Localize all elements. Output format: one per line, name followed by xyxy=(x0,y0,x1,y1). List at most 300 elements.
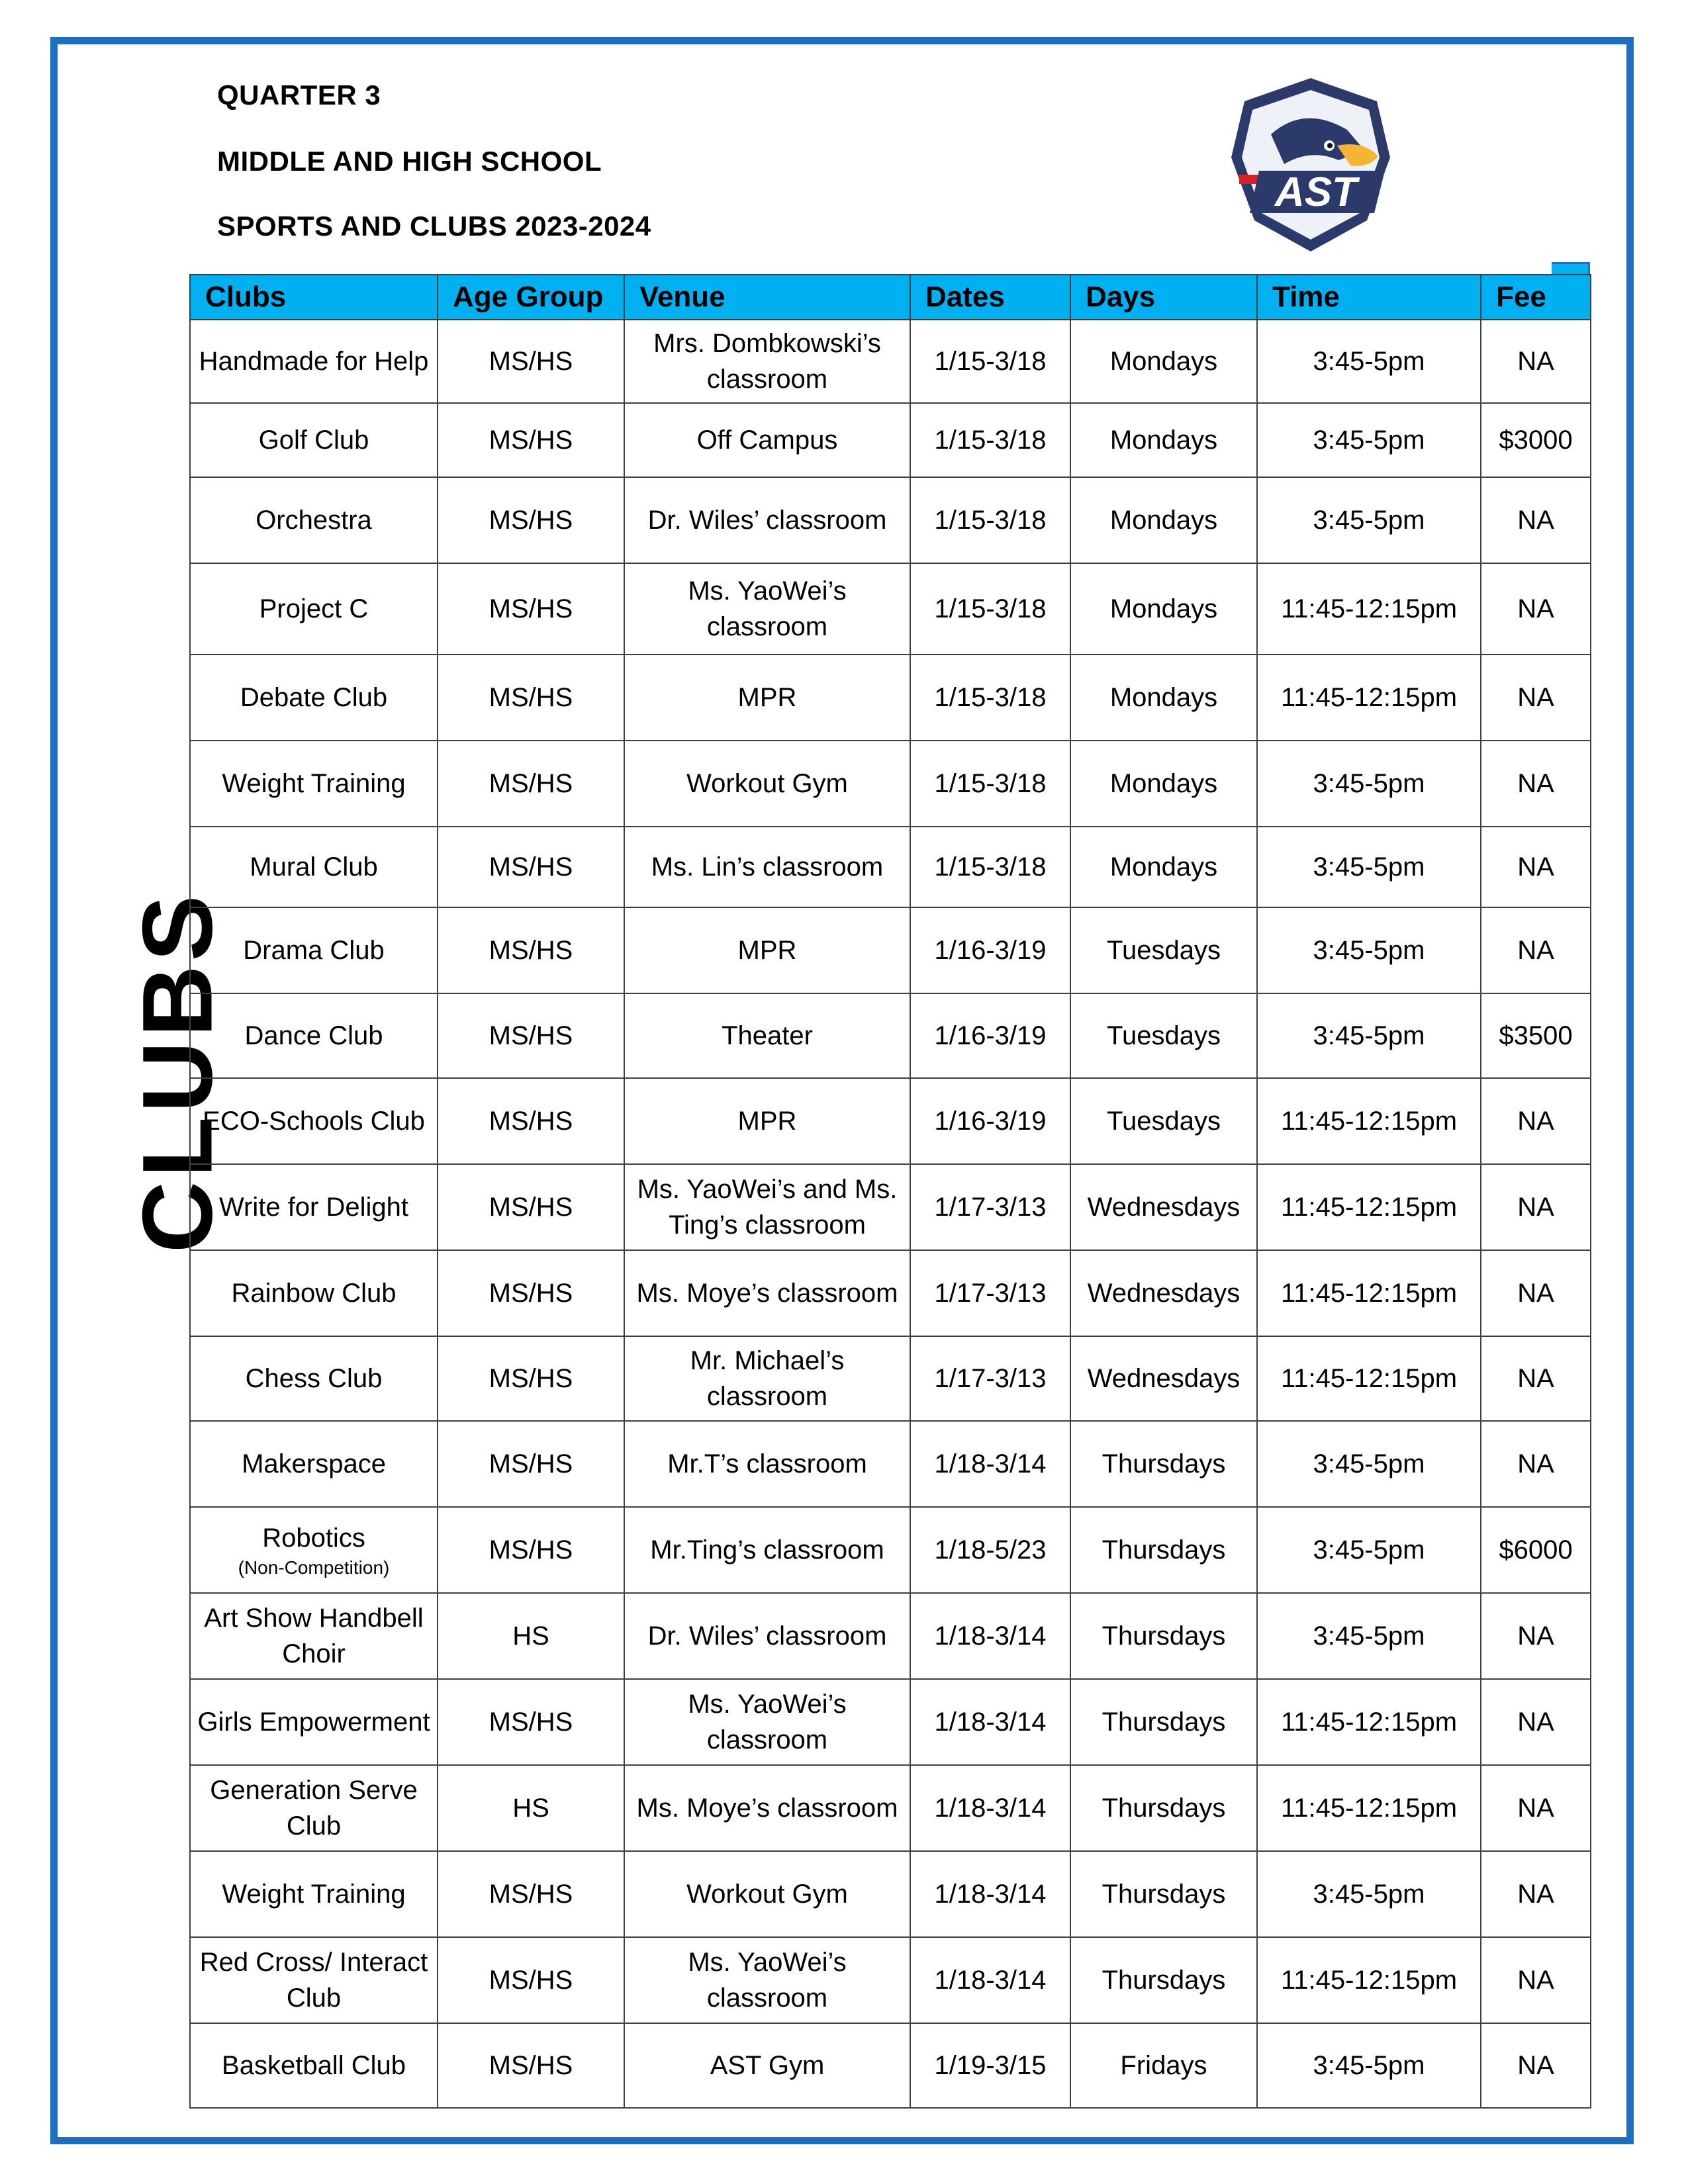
age-group-cell-text: MS/HS xyxy=(489,1364,573,1393)
dates-cell xyxy=(910,1937,1070,2023)
days-cell xyxy=(1070,741,1257,827)
fee-cell xyxy=(1481,1765,1591,1851)
age-group-cell-text: MS/HS xyxy=(489,936,573,965)
club-name-cell xyxy=(190,1336,438,1421)
column-header-fee: Fee xyxy=(1481,275,1591,320)
fee-cell xyxy=(1481,1421,1591,1507)
venue-cell xyxy=(624,1078,910,1164)
venue-cell-text: AST Gym xyxy=(710,2051,825,2080)
dates-cell-text: 1/18-5/23 xyxy=(934,1535,1047,1565)
time-cell xyxy=(1257,741,1481,827)
days-cell-text: Thursdays xyxy=(1102,1535,1226,1565)
venue-cell xyxy=(624,1164,910,1250)
club-name-cell xyxy=(190,1078,438,1164)
days-cell xyxy=(1070,2023,1257,2108)
age-group-cell xyxy=(438,1250,624,1336)
age-group-cell-text: MS/HS xyxy=(489,683,573,712)
time-cell-text: 3:45-5pm xyxy=(1313,1021,1425,1050)
table-row xyxy=(190,741,1591,827)
age-group-cell-text: MS/HS xyxy=(489,1535,573,1565)
time-cell-text: 3:45-5pm xyxy=(1313,1880,1425,1909)
age-group-cell xyxy=(438,563,624,655)
days-cell xyxy=(1070,993,1257,1078)
age-group-cell xyxy=(438,320,624,403)
fee-cell-text: $3500 xyxy=(1499,1021,1573,1050)
venue-cell xyxy=(624,1765,910,1851)
age-group-cell-text: MS/HS xyxy=(489,594,573,623)
time-cell-text: 11:45-12:15pm xyxy=(1280,1107,1458,1136)
table-row xyxy=(190,1078,1591,1164)
club-name-cell-text: Generation Serve Club xyxy=(210,1776,418,1841)
table-row xyxy=(190,993,1591,1078)
fee-cell xyxy=(1481,1507,1591,1593)
age-group-cell xyxy=(438,655,624,741)
quarter-heading: QUARTER 3 xyxy=(217,79,381,111)
days-cell-text: Wednesdays xyxy=(1087,1279,1241,1308)
age-group-cell-text: MS/HS xyxy=(489,1707,573,1737)
days-cell xyxy=(1070,320,1257,403)
days-cell xyxy=(1070,477,1257,563)
venue-cell-text: Ms. Moye’s classroom xyxy=(636,1794,898,1823)
fee-cell xyxy=(1481,1593,1591,1679)
time-cell-text: 3:45-5pm xyxy=(1313,426,1425,455)
dates-cell xyxy=(910,1679,1070,1765)
club-name-cell-text: Girls Empowerment xyxy=(197,1707,430,1737)
venue-cell xyxy=(624,1937,910,2023)
dates-cell-text: 1/15-3/18 xyxy=(934,594,1047,623)
age-group-cell-text: MS/HS xyxy=(489,852,573,882)
time-cell xyxy=(1257,655,1481,741)
school-level-heading: MIDDLE AND HIGH SCHOOL xyxy=(217,146,602,177)
days-cell-text: Thursdays xyxy=(1102,1880,1226,1909)
dates-cell xyxy=(910,1336,1070,1421)
dates-cell xyxy=(910,1507,1070,1593)
dates-cell-text: 1/15-3/18 xyxy=(934,683,1047,712)
days-cell xyxy=(1070,655,1257,741)
days-cell-text: Thursdays xyxy=(1102,1621,1226,1651)
table-row xyxy=(190,1250,1591,1336)
fee-cell xyxy=(1481,1336,1591,1421)
fee-cell-text: NA xyxy=(1517,1279,1554,1308)
age-group-cell xyxy=(438,1336,624,1421)
venue-cell xyxy=(624,993,910,1078)
venue-cell xyxy=(624,827,910,907)
dates-cell xyxy=(910,827,1070,907)
table-row xyxy=(190,1164,1591,1250)
dates-cell-text: 1/15-3/18 xyxy=(934,426,1047,455)
age-group-cell-text: MS/HS xyxy=(489,2051,573,2080)
dates-cell xyxy=(910,563,1070,655)
age-group-cell-text: MS/HS xyxy=(489,1021,573,1050)
eagle-mascot-icon xyxy=(1211,71,1410,258)
venue-cell xyxy=(624,907,910,993)
club-name-cell xyxy=(190,1164,438,1250)
time-cell-text: 11:45-12:15pm xyxy=(1280,1193,1458,1222)
age-group-cell-text: MS/HS xyxy=(489,1107,573,1136)
venue-cell-text: Mr.T’s classroom xyxy=(667,1449,867,1479)
club-name-cell xyxy=(190,320,438,403)
days-cell-text: Mondays xyxy=(1109,347,1218,376)
days-cell-text: Mondays xyxy=(1109,683,1218,712)
table-row xyxy=(190,403,1591,477)
column-header-age-group: Age Group xyxy=(438,275,624,320)
club-name-cell-text: Orchestra xyxy=(256,506,372,535)
club-name-cell-text: Debate Club xyxy=(240,683,388,712)
dates-cell-text: 1/15-3/18 xyxy=(934,769,1047,798)
club-name-cell xyxy=(190,1765,438,1851)
days-cell-text: Tuesdays xyxy=(1107,1021,1221,1050)
header-corner-mark xyxy=(1552,262,1590,275)
time-cell-text: 3:45-5pm xyxy=(1313,2051,1425,2080)
venue-cell-text: Ms. Moye’s classroom xyxy=(636,1279,898,1308)
dates-cell xyxy=(910,1765,1070,1851)
venue-cell-text: MPR xyxy=(737,936,797,965)
fee-cell-text: NA xyxy=(1517,347,1554,376)
time-cell xyxy=(1257,1851,1481,1937)
venue-cell-text: Mrs. Dombkowski’s classroom xyxy=(653,329,881,394)
dates-cell-text: 1/16-3/19 xyxy=(934,936,1047,965)
age-group-cell xyxy=(438,741,624,827)
age-group-cell-text: MS/HS xyxy=(489,347,573,376)
time-cell xyxy=(1257,563,1481,655)
time-cell-text: 3:45-5pm xyxy=(1313,936,1425,965)
days-cell xyxy=(1070,403,1257,477)
club-name-cell xyxy=(190,477,438,563)
table-row xyxy=(190,1851,1591,1937)
fee-cell xyxy=(1481,477,1591,563)
table-row xyxy=(190,1421,1591,1507)
age-group-cell xyxy=(438,403,624,477)
club-name-cell xyxy=(190,655,438,741)
venue-cell-text: Ms. YaoWei’s and Ms. Ting’s classroom xyxy=(637,1175,898,1240)
days-cell-text: Tuesdays xyxy=(1107,936,1221,965)
time-cell-text: 11:45-12:15pm xyxy=(1280,683,1458,712)
time-cell-text: 3:45-5pm xyxy=(1313,1535,1425,1565)
time-cell-text: 3:45-5pm xyxy=(1313,852,1425,882)
fee-cell xyxy=(1481,1937,1591,2023)
fee-cell-text: NA xyxy=(1517,1364,1554,1393)
venue-cell-text: Ms. YaoWei’s classroom xyxy=(688,1948,847,2013)
club-name-cell-text: Write for Delight xyxy=(218,1193,408,1222)
time-cell xyxy=(1257,1250,1481,1336)
venue-cell xyxy=(624,1421,910,1507)
time-cell xyxy=(1257,477,1481,563)
age-group-cell-text: MS/HS xyxy=(489,1880,573,1909)
dates-cell xyxy=(910,1593,1070,1679)
age-group-cell xyxy=(438,1679,624,1765)
time-cell xyxy=(1257,2023,1481,2108)
dates-cell xyxy=(910,741,1070,827)
table-row xyxy=(190,907,1591,993)
venue-cell-text: Workout Gym xyxy=(686,769,848,798)
fee-cell-text: NA xyxy=(1517,594,1554,623)
table-row xyxy=(190,1593,1591,1679)
dates-cell-text: 1/17-3/13 xyxy=(934,1193,1047,1222)
club-name-cell-text: Weight Training xyxy=(222,769,406,798)
club-name-cell xyxy=(190,1507,438,1593)
table-row xyxy=(190,1937,1591,2023)
days-cell xyxy=(1070,1507,1257,1593)
time-cell-text: 11:45-12:15pm xyxy=(1280,594,1458,623)
table-row xyxy=(190,1679,1591,1765)
program-title-heading: SPORTS AND CLUBS 2023-2024 xyxy=(217,210,651,242)
logo-wordmark: AST xyxy=(1275,169,1357,215)
days-cell xyxy=(1070,1164,1257,1250)
time-cell xyxy=(1257,403,1481,477)
venue-cell xyxy=(624,1336,910,1421)
club-name-cell xyxy=(190,403,438,477)
fee-cell-text: NA xyxy=(1517,1880,1554,1909)
club-name-cell xyxy=(190,827,438,907)
age-group-cell-text: MS/HS xyxy=(489,1193,573,1222)
fee-cell xyxy=(1481,655,1591,741)
club-name-cell-text: Art Show Handbell Choir xyxy=(204,1604,424,1668)
club-name-cell-text: Rainbow Club xyxy=(231,1279,397,1308)
time-cell xyxy=(1257,1937,1481,2023)
age-group-cell-text: MS/HS xyxy=(489,1966,573,1995)
dates-cell-text: 1/15-3/18 xyxy=(934,347,1047,376)
time-cell-text: 3:45-5pm xyxy=(1313,769,1425,798)
dates-cell-text: 1/18-3/14 xyxy=(934,1449,1047,1479)
venue-cell xyxy=(624,1507,910,1593)
time-cell-text: 3:45-5pm xyxy=(1313,506,1425,535)
fee-cell-text: NA xyxy=(1517,1707,1554,1737)
venue-cell-text: Dr. Wiles’ classroom xyxy=(647,506,887,535)
time-cell xyxy=(1257,1164,1481,1250)
venue-cell-text: Dr. Wiles’ classroom xyxy=(647,1621,887,1651)
venue-cell xyxy=(624,1679,910,1765)
time-cell xyxy=(1257,1593,1481,1679)
dates-cell-text: 1/16-3/19 xyxy=(934,1021,1047,1050)
club-name-cell xyxy=(190,741,438,827)
club-name-cell-text: Golf Club xyxy=(258,426,369,455)
time-cell-text: 11:45-12:15pm xyxy=(1280,1364,1458,1393)
fee-cell xyxy=(1481,741,1591,827)
dates-cell xyxy=(910,2023,1070,2108)
club-name-cell-text: Weight Training xyxy=(222,1880,406,1909)
age-group-cell xyxy=(438,1078,624,1164)
venue-cell xyxy=(624,320,910,403)
table-row xyxy=(190,655,1591,741)
venue-cell xyxy=(624,1593,910,1679)
days-cell-text: Thursdays xyxy=(1102,1966,1226,1995)
dates-cell xyxy=(910,403,1070,477)
fee-cell xyxy=(1481,1851,1591,1937)
fee-cell-text: NA xyxy=(1517,769,1554,798)
days-cell xyxy=(1070,1593,1257,1679)
age-group-cell-text: MS/HS xyxy=(489,769,573,798)
club-name-cell xyxy=(190,1851,438,1937)
venue-cell xyxy=(624,563,910,655)
venue-cell-text: Mr.Ting’s classroom xyxy=(650,1535,884,1565)
fee-cell-text: NA xyxy=(1517,683,1554,712)
days-cell xyxy=(1070,1937,1257,2023)
dates-cell xyxy=(910,1250,1070,1336)
fee-cell-text: $6000 xyxy=(1499,1535,1573,1565)
fee-cell-text: NA xyxy=(1517,936,1554,965)
time-cell xyxy=(1257,1507,1481,1593)
dates-cell xyxy=(910,907,1070,993)
fee-cell-text: $3000 xyxy=(1499,426,1573,455)
table-row xyxy=(190,1765,1591,1851)
dates-cell-text: 1/17-3/13 xyxy=(934,1364,1047,1393)
time-cell xyxy=(1257,907,1481,993)
days-cell-text: Tuesdays xyxy=(1107,1107,1221,1136)
club-name-cell-text: Makerspace xyxy=(242,1449,386,1479)
club-name-cell xyxy=(190,1421,438,1507)
time-cell xyxy=(1257,1078,1481,1164)
age-group-cell xyxy=(438,1421,624,1507)
fee-cell xyxy=(1481,563,1591,655)
fee-cell xyxy=(1481,1078,1591,1164)
venue-cell-text: Ms. YaoWei’s classroom xyxy=(688,576,847,641)
club-name-cell-text: Mural Club xyxy=(250,852,378,882)
days-cell xyxy=(1070,1851,1257,1937)
venue-cell-text: MPR xyxy=(737,1107,797,1136)
dates-cell xyxy=(910,1421,1070,1507)
days-cell-text: Mondays xyxy=(1109,506,1218,535)
days-cell xyxy=(1070,1336,1257,1421)
days-cell xyxy=(1070,1765,1257,1851)
club-name-cell-text: Dance Club xyxy=(244,1021,383,1050)
venue-cell-text: Theater xyxy=(722,1021,813,1050)
dates-cell-text: 1/18-3/14 xyxy=(934,1966,1047,1995)
time-cell-text: 11:45-12:15pm xyxy=(1280,1794,1458,1823)
age-group-cell xyxy=(438,827,624,907)
dates-cell xyxy=(910,1851,1070,1937)
venue-cell-text: Off Campus xyxy=(696,426,838,455)
days-cell-text: Wednesdays xyxy=(1087,1193,1241,1222)
column-header-days: Days xyxy=(1070,275,1257,320)
venue-cell xyxy=(624,2023,910,2108)
age-group-cell xyxy=(438,1507,624,1593)
dates-cell xyxy=(910,655,1070,741)
days-cell xyxy=(1070,907,1257,993)
days-cell xyxy=(1070,1078,1257,1164)
days-cell xyxy=(1070,1679,1257,1765)
time-cell xyxy=(1257,827,1481,907)
dates-cell xyxy=(910,1078,1070,1164)
fee-cell-text: NA xyxy=(1517,506,1554,535)
club-name-cell-text: Handmade for Help xyxy=(199,347,429,376)
venue-cell-text: Mr. Michael’s classroom xyxy=(690,1346,845,1411)
dates-cell xyxy=(910,477,1070,563)
table-row xyxy=(190,1507,1591,1593)
venue-cell xyxy=(624,741,910,827)
dates-cell-text: 1/16-3/19 xyxy=(934,1107,1047,1136)
club-name-cell xyxy=(190,907,438,993)
dates-cell xyxy=(910,1164,1070,1250)
fee-cell xyxy=(1481,907,1591,993)
days-cell-text: Wednesdays xyxy=(1087,1364,1241,1393)
age-group-cell-text: HS xyxy=(512,1794,549,1823)
days-cell-text: Mondays xyxy=(1109,594,1218,623)
club-name-cell xyxy=(190,1937,438,2023)
age-group-cell xyxy=(438,1937,624,2023)
time-cell xyxy=(1257,1765,1481,1851)
club-name-cell-text: Project C xyxy=(259,594,369,623)
time-cell xyxy=(1257,1336,1481,1421)
time-cell-text: 11:45-12:15pm xyxy=(1280,1966,1458,1995)
dates-cell xyxy=(910,320,1070,403)
club-name-cell xyxy=(190,1593,438,1679)
dates-cell-text: 1/18-3/14 xyxy=(934,1794,1047,1823)
venue-cell-text: MPR xyxy=(737,683,797,712)
time-cell xyxy=(1257,1679,1481,1765)
venue-cell-text: Ms. Lin’s classroom xyxy=(651,852,884,882)
days-cell xyxy=(1070,1421,1257,1507)
age-group-cell xyxy=(438,993,624,1078)
club-name-cell xyxy=(190,563,438,655)
fee-cell xyxy=(1481,1164,1591,1250)
club-name-cell xyxy=(190,1250,438,1336)
fee-cell-text: NA xyxy=(1517,1193,1554,1222)
fee-cell xyxy=(1481,403,1591,477)
fee-cell xyxy=(1481,827,1591,907)
column-header-time: Time xyxy=(1257,275,1481,320)
days-cell xyxy=(1070,563,1257,655)
club-name-cell-text: Chess Club xyxy=(245,1364,383,1393)
time-cell-text: 11:45-12:15pm xyxy=(1280,1707,1458,1737)
time-cell xyxy=(1257,320,1481,403)
club-name-cell-text: Basketball Club xyxy=(222,2051,406,2080)
venue-cell-text: Workout Gym xyxy=(686,1880,848,1909)
clubs-schedule-table xyxy=(189,274,1591,2109)
days-cell-text: Mondays xyxy=(1109,426,1218,455)
clubs-side-label: CLUBS xyxy=(121,891,233,1253)
club-name-cell xyxy=(190,993,438,1078)
venue-cell xyxy=(624,403,910,477)
days-cell-text: Mondays xyxy=(1109,769,1218,798)
club-name-cell-text: ECO-Schools Club xyxy=(203,1107,425,1136)
fee-cell xyxy=(1481,1250,1591,1336)
days-cell-text: Thursdays xyxy=(1102,1794,1226,1823)
days-cell-text: Thursdays xyxy=(1102,1707,1226,1737)
age-group-cell-text: MS/HS xyxy=(489,1449,573,1479)
dates-cell-text: 1/15-3/18 xyxy=(934,506,1047,535)
age-group-cell xyxy=(438,1851,624,1937)
column-header-clubs: Clubs xyxy=(190,275,438,320)
dates-cell-text: 1/18-3/14 xyxy=(934,1880,1047,1909)
table-row xyxy=(190,477,1591,563)
days-cell xyxy=(1070,827,1257,907)
time-cell-text: 3:45-5pm xyxy=(1313,1621,1425,1651)
time-cell-text: 11:45-12:15pm xyxy=(1280,1279,1458,1308)
fee-cell-text: NA xyxy=(1517,1794,1554,1823)
time-cell xyxy=(1257,1421,1481,1507)
age-group-cell-text: HS xyxy=(512,1621,549,1651)
venue-cell-text: Ms. YaoWei’s classroom xyxy=(688,1690,847,1754)
club-name-cell-text: Robotics xyxy=(262,1524,365,1553)
fee-cell-text: NA xyxy=(1517,1449,1554,1479)
table-header-row xyxy=(190,275,1591,320)
fee-cell-text: NA xyxy=(1517,1107,1554,1136)
age-group-cell-text: MS/HS xyxy=(489,426,573,455)
club-name-cell-text: Drama Club xyxy=(243,936,385,965)
table-row xyxy=(190,563,1591,655)
table-row xyxy=(190,827,1591,907)
fee-cell-text: NA xyxy=(1517,2051,1554,2080)
age-group-cell xyxy=(438,907,624,993)
age-group-cell xyxy=(438,477,624,563)
table-row xyxy=(190,1336,1591,1421)
fee-cell xyxy=(1481,993,1591,1078)
dates-cell-text: 1/18-3/14 xyxy=(934,1621,1047,1651)
age-group-cell xyxy=(438,1593,624,1679)
fee-cell-text: NA xyxy=(1517,1621,1554,1651)
column-header-venue: Venue xyxy=(624,275,910,320)
age-group-cell xyxy=(438,2023,624,2108)
